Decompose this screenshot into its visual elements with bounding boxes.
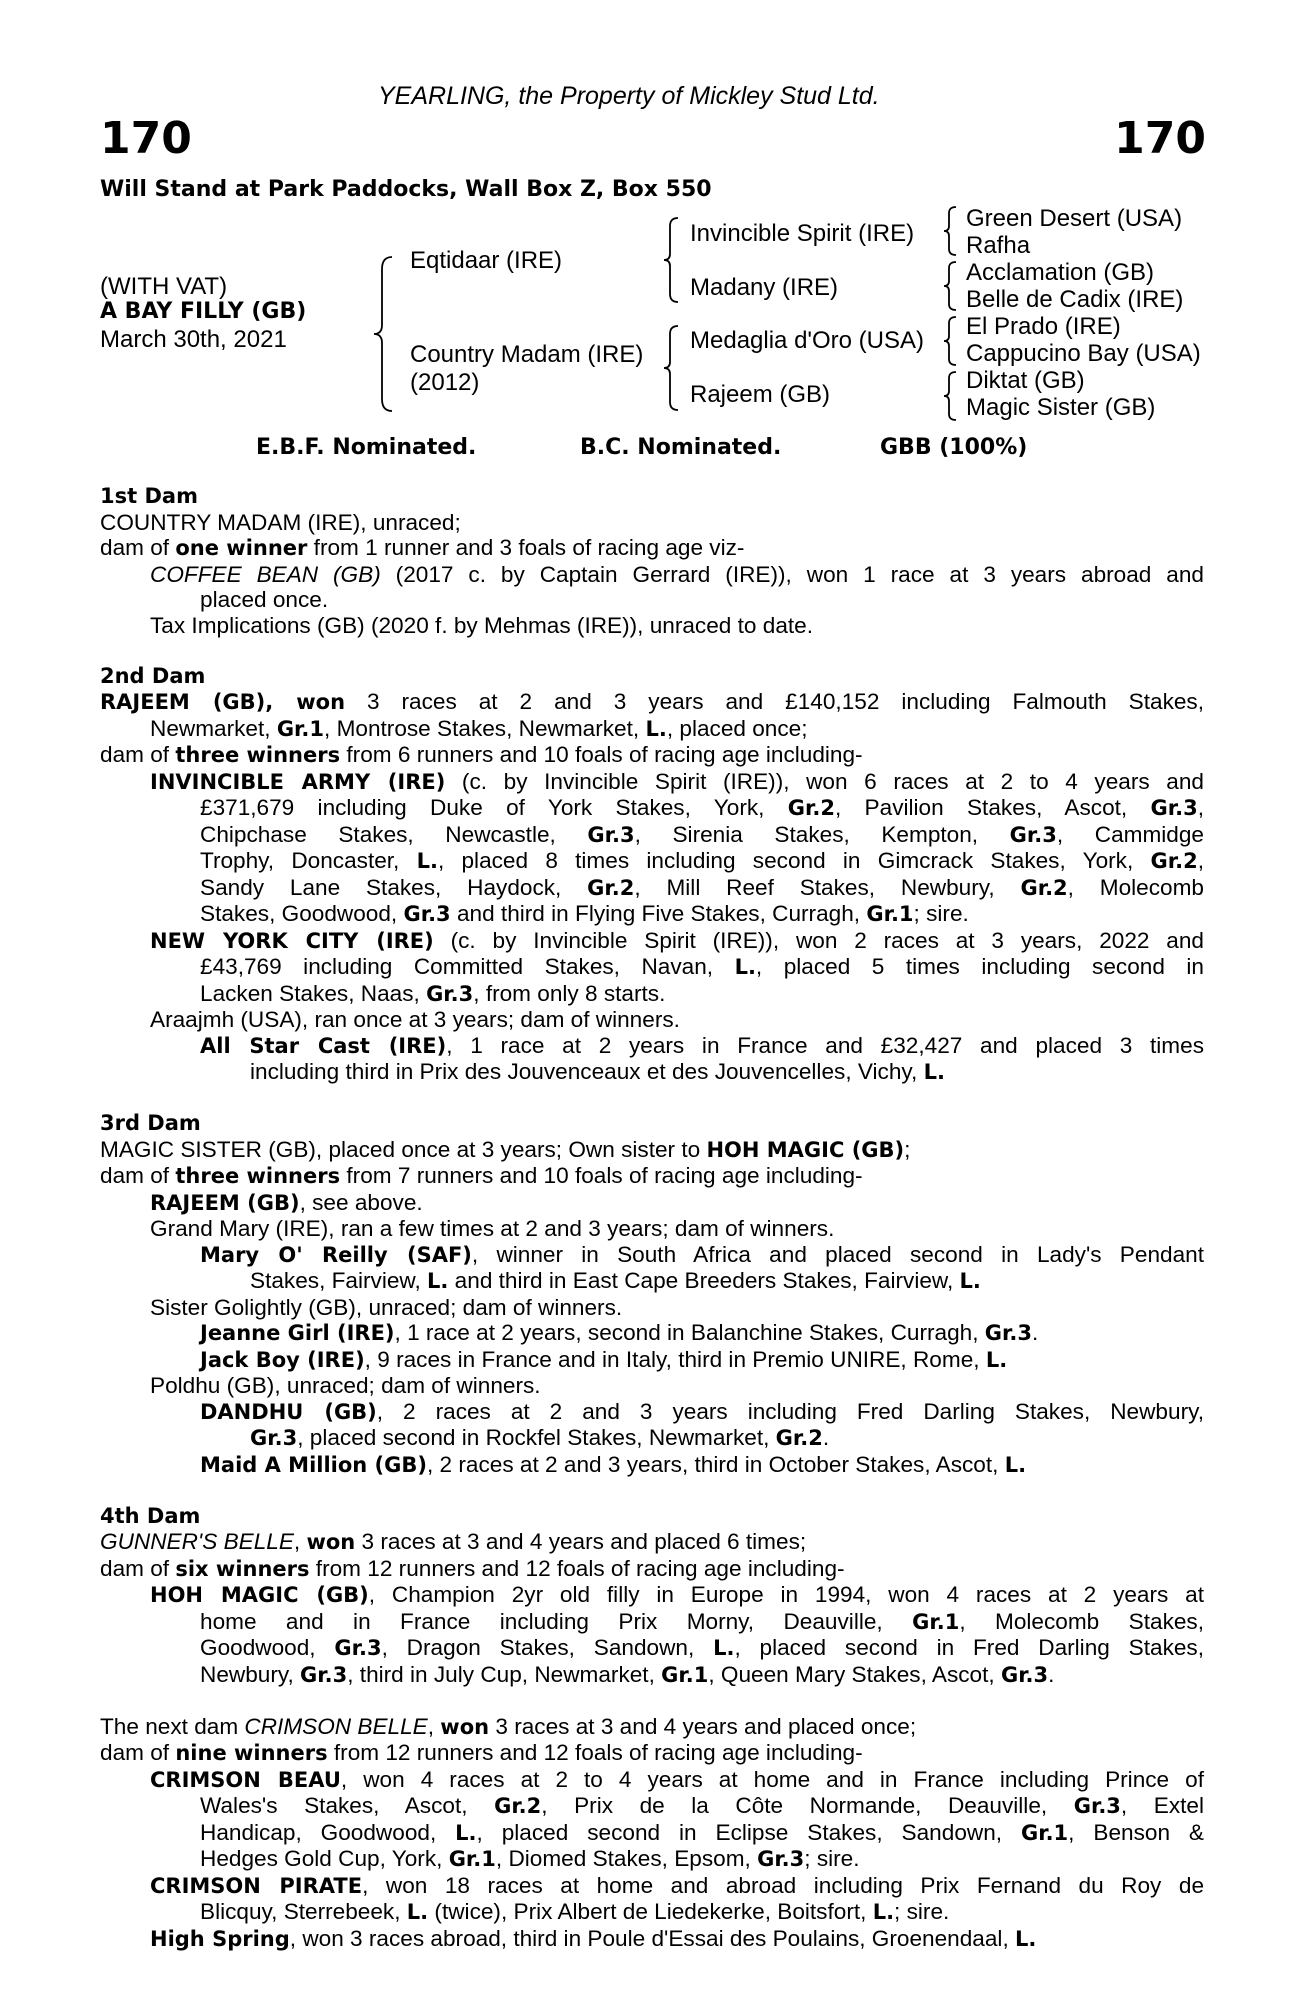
third-dam-line: dam of three winners from 7 runners and 10 foals of racing age including- — [100, 1163, 863, 1188]
next-dam-line: The next dam CRIMSON BELLE, won 3 races at 3 and 4 years and placed once; — [100, 1713, 917, 1739]
third-dam-line: Gr.3, placed second in Rockfel Stakes, Newmarket, Gr.2. — [250, 1425, 830, 1450]
second-dam-line: Trophy, Doncaster, L., placed 8 times including second in Gimcrack Stakes, York, Gr.2, — [200, 848, 1204, 873]
third-dam-line: Maid A Million (GB), 2 races at 2 and 3 years, third in October Stakes, Ascot, L. — [200, 1451, 1027, 1477]
fourth-dam-line: dam of six winners from 12 runners and 12 foals of racing age including- — [100, 1555, 845, 1581]
lot-number-right: 170 — [1114, 113, 1206, 164]
second-dam-line: Chipchase Stakes, Newcastle, Gr.3, Sirenia Stakes, Kempton, Gr.3, Cammidge — [200, 821, 1204, 847]
pedigree-ds-dam: Cappucino Bay (USA) — [966, 340, 1201, 367]
foaling-date: March 30th, 2021 — [100, 326, 287, 353]
stand-location: Will Stand at Park Paddocks, Wall Box Z, Box 550 — [100, 177, 712, 202]
next-dam-line: Blicquy, Sterrebeek, L. (twice), Prix Albert de Liedekerke, Boitsfort, L.; sire. — [200, 1899, 950, 1924]
fourth-dam-line: Newbury, Gr.3, third in July Cup, Newmarket, Gr.1, Queen Mary Stakes, Ascot, Gr.3. — [200, 1661, 1055, 1687]
catalogue-header: YEARLING, the Property of Mickley Stud Ltd. — [378, 82, 880, 110]
gbb-status: GBB (100%) — [880, 435, 1028, 460]
first-dam-line: dam of one winner from 1 runner and 3 foals of racing age viz- — [100, 535, 745, 560]
second-dam-line: NEW YORK CITY (IRE) (c. by Invincible Spirit (IRE)), won 2 races at 3 years, 2022 and — [150, 927, 1204, 953]
second-dam-line: Sandy Lane Stakes, Haydock, Gr.2, Mill Reef Stakes, Newbury, Gr.2, Molecomb — [200, 874, 1204, 900]
pedigree-ss-dam: Rafha — [966, 232, 1031, 259]
pedigree-brace-ss — [942, 205, 958, 257]
next-dam-line: dam of nine winners from 12 runners and 12 foals of racing age including- — [100, 1740, 863, 1765]
pedigree-dd-dam: Magic Sister (GB) — [966, 394, 1156, 421]
second-dam-line: RAJEEM (GB), won 3 races at 2 and 3 years and £140,152 including Falmouth Stakes, — [100, 689, 1205, 714]
next-dam-line: CRIMSON PIRATE, won 18 races at home and abroad including Prix Fernand du Roy de — [150, 1872, 1205, 1898]
second-dam-line: Araajmh (USA), ran once at 3 years; dam of winners. — [150, 1007, 680, 1032]
pedigree-brace-main — [372, 255, 394, 413]
next-dam-line: High Spring, won 3 races abroad, third in Poule d'Essai des Poulains, Groenendaal, L. — [150, 1925, 1037, 1951]
pedigree-dam: Country Madam (IRE) — [410, 341, 644, 368]
pedigree-dam-year: (2012) — [410, 369, 480, 396]
pedigree-brace-dd — [942, 370, 958, 422]
first-dam-line: placed once. — [200, 587, 329, 612]
first-dam-line: COFFEE BEAN (GB) (2017 c. by Captain Gerrard (IRE)), won 1 race at 3 years abroad and — [150, 561, 1204, 587]
second-dam-line: including third in Prix des Jouvenceaux et des Jouvencelles, Vichy, L. — [250, 1059, 945, 1084]
pedigree-ss-sire: Green Desert (USA) — [966, 205, 1183, 232]
third-dam-line: MAGIC SISTER (GB), placed once at 3 years; Own sister to HOH MAGIC (GB); — [100, 1136, 911, 1162]
horse-description: A BAY FILLY (GB) — [100, 299, 307, 324]
first-dam-line: COUNTRY MADAM (IRE), unraced; — [100, 509, 461, 535]
third-dam-line: Jack Boy (IRE), 9 races in France and in Italy, third in Premio UNIRE, Rome, L. — [200, 1346, 1008, 1372]
produce-record — [100, 484, 1204, 1952]
third-dam-line: Stakes, Fairview, L. and third in East Cape Breeders Stakes, Fairview, L. — [250, 1268, 981, 1293]
pedigree-brace-ds — [942, 315, 958, 367]
lot-number-left: 170 — [100, 113, 192, 164]
pedigree-dam-sire: Medaglia d'Oro (USA) — [690, 327, 924, 354]
pedigree-dam-dam: Rajeem (GB) — [690, 381, 831, 408]
third-dam-line: Sister Golightly (GB), unraced; dam of winners. — [150, 1294, 623, 1320]
next-dam-line: Hedges Gold Cup, York, Gr.1, Diomed Stakes, Epsom, Gr.3; sire. — [200, 1846, 860, 1871]
third-dam-line: Poldhu (GB), unraced; dam of winners. — [150, 1373, 541, 1398]
pedigree-sd-dam: Belle de Cadix (IRE) — [966, 286, 1184, 313]
bc-nomination: B.C. Nominated. — [580, 435, 782, 460]
pedigree-sd-sire: Acclamation (GB) — [966, 259, 1155, 286]
pedigree-brace-sire — [662, 216, 680, 304]
second-dam-line: £371,679 including Duke of York Stakes, York, Gr.2, Pavilion Stakes, Ascot, Gr.3, — [200, 795, 1204, 820]
ebf-nomination: E.B.F. Nominated. — [256, 435, 477, 460]
second-dam-line: Newmarket, Gr.1, Montrose Stakes, Newmarket, L., placed once; — [150, 715, 808, 741]
pedigree-brace-sd — [942, 260, 958, 312]
pedigree-dd-sire: Diktat (GB) — [966, 367, 1085, 394]
second-dam-line: Lacken Stakes, Naas, Gr.3, from only 8 starts. — [200, 980, 666, 1006]
fourth-dam-line: home and in France including Prix Morny, Deauville, Gr.1, Molecomb Stakes, — [200, 1608, 1205, 1634]
second-dam-line: All Star Cast (IRE), 1 race at 2 years in France and £32,427 and placed 3 times — [200, 1032, 1204, 1058]
next-dam-line: Wales's Stakes, Ascot, Gr.2, Prix de la Côte Normande, Deauville, Gr.3, Extel — [200, 1793, 1204, 1818]
pedigree-brace-dam — [662, 324, 680, 412]
fourth-dam-line: Goodwood, Gr.3, Dragon Stakes, Sandown, L., placed second in Fred Darling Stakes, — [200, 1635, 1205, 1660]
third-dam-line: DANDHU (GB), 2 races at 2 and 3 years including Fred Darling Stakes, Newbury, — [200, 1398, 1204, 1424]
third-dam-line: Mary O' Reilly (SAF), winner in South Africa and placed second in Lady's Pendant — [200, 1241, 1204, 1267]
pedigree-sire-sire: Invincible Spirit (IRE) — [690, 220, 915, 247]
second-dam-line: Stakes, Goodwood, Gr.3 and third in Flying Five Stakes, Curragh, Gr.1; sire. — [200, 901, 969, 926]
vat-note: (WITH VAT) — [100, 273, 228, 300]
first-dam-line: Tax Implications (GB) (2020 f. by Mehmas (IRE)), unraced to date. — [150, 612, 814, 638]
next-dam-line: CRIMSON BEAU, won 4 races at 2 to 4 years at home and in France including Prince of — [150, 1766, 1204, 1792]
second-dam-line: INVINCIBLE ARMY (IRE) (c. by Invincible Spirit (IRE)), won 6 races at 2 to 4 years and — [150, 768, 1204, 794]
third-dam-line: RAJEEM (GB), see above. — [150, 1189, 423, 1215]
next-dam-line: Handicap, Goodwood, L., placed second in Eclipse Stakes, Sandown, Gr.1, Benson & — [200, 1819, 1204, 1845]
pedigree-sire: Eqtidaar (IRE) — [410, 247, 563, 274]
pedigree-sire-dam: Madany (IRE) — [690, 274, 839, 301]
fourth-dam-line: GUNNER'S BELLE, won 3 races at 3 and 4 years and placed 6 times; — [100, 1529, 807, 1554]
fourth-dam-heading: 4th Dam — [100, 1503, 201, 1528]
first-dam-heading: 1st Dam — [100, 484, 198, 508]
second-dam-heading: 2nd Dam — [100, 663, 206, 688]
fourth-dam-line: HOH MAGIC (GB), Champion 2yr old filly in Europe in 1994, won 4 races at 2 years at — [150, 1582, 1204, 1607]
third-dam-line: Grand Mary (IRE), ran a few times at 2 and 3 years; dam of winners. — [150, 1216, 835, 1241]
second-dam-line: £43,769 including Committed Stakes, Navan, L., placed 5 times including second in — [200, 954, 1204, 979]
second-dam-line: dam of three winners from 6 runners and 10 foals of racing age including- — [100, 742, 863, 767]
pedigree-ds-sire: El Prado (IRE) — [966, 313, 1121, 340]
third-dam-line: Jeanne Girl (IRE), 1 race at 2 years, second in Balanchine Stakes, Curragh, Gr.3. — [200, 1320, 1039, 1345]
third-dam-heading: 3rd Dam — [100, 1111, 201, 1135]
